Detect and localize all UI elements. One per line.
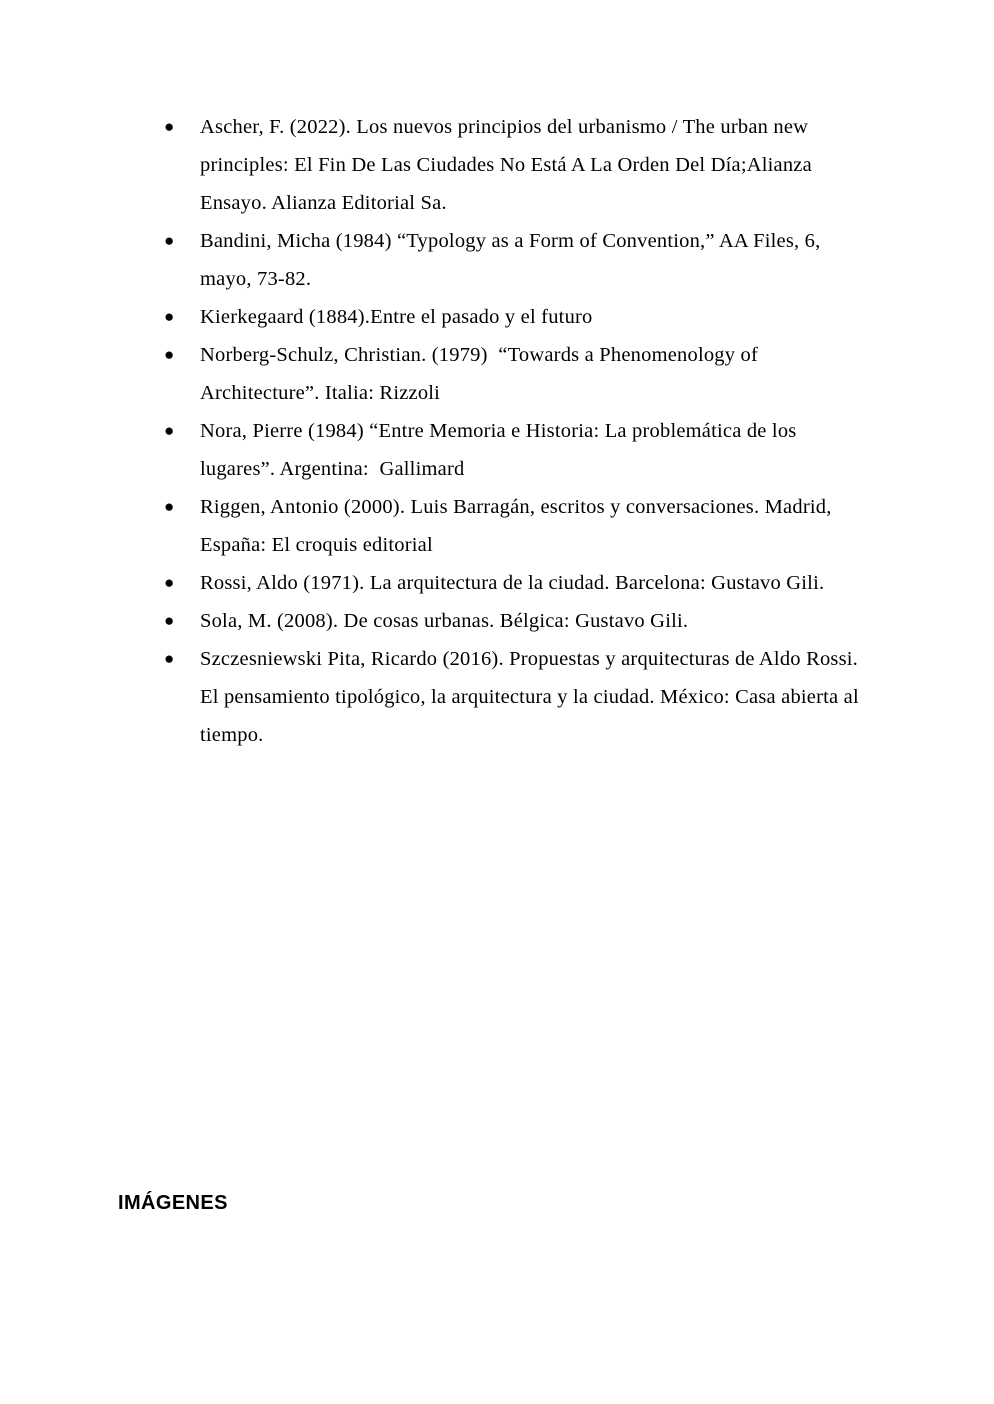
bibliography-entry: [160, 602, 866, 640]
bibliography-entry: [160, 564, 866, 602]
bullet-icon: ●: [164, 307, 175, 326]
bullet-icon: ●: [164, 611, 175, 630]
bullet-icon: ●: [164, 497, 175, 516]
bibliography-entry-text: Norberg-Schulz, Christian. (1979) “Towards a Phenomenology of Architecture”. Italia: Rizzoli: [200, 344, 763, 404]
bibliography-entry-text: Riggen, Antonio (2000). Luis Barragán, escritos y conversaciones. Madrid, España: El croquis editorial: [200, 496, 837, 556]
bullet-icon: ●: [164, 421, 175, 440]
bibliography-entry-text: Rossi, Aldo (1971). La arquitectura de la ciudad. Barcelona: Gustavo Gili.: [200, 572, 825, 594]
bullet-icon: ●: [164, 573, 175, 592]
bibliography-entry-text: Bandini, Micha (1984) “Typology as a Form of Convention,” AA Files, 6, mayo, 73-82.: [200, 230, 826, 290]
bibliography-entry: [160, 298, 866, 336]
bibliography-entry: [160, 336, 866, 412]
bibliography-entry-text: Szczesniewski Pita, Ricardo (2016). Propuestas y arquitecturas de Aldo Rossi. El pensamiento tipológico, la arquitectura y la ciudad. México: Casa abierta al tiempo.: [200, 648, 865, 746]
bibliography-entry: [160, 412, 866, 488]
bullet-icon: ●: [164, 231, 175, 250]
section-heading-imagenes: IMÁGENES: [118, 1192, 228, 1214]
bullet-icon: ●: [164, 117, 175, 136]
bibliography-entry-text: Ascher, F. (2022). Los nuevos principios del urbanismo / The urban new principles: El Fin De Las Ciudades No Está A La Orden Del Día;Alianza Ensayo. Alianza Editorial Sa.: [200, 116, 818, 214]
bullet-icon: ●: [164, 345, 175, 364]
bibliography-entry: [160, 222, 866, 298]
bibliography-entry: [160, 640, 866, 754]
bullet-icon: ●: [164, 649, 175, 668]
bibliography-entry-text: Sola, M. (2008). De cosas urbanas. Bélgica: Gustavo Gili.: [200, 610, 689, 632]
bibliography-entry: [160, 108, 866, 222]
bibliography-entry: [160, 488, 866, 564]
bibliography-entry-text: Nora, Pierre (1984) “Entre Memoria e Historia: La problemática de los lugares”. Argentina: Gallimard: [200, 420, 802, 480]
bibliography-list: [160, 108, 866, 754]
bibliography-entry-text: Kierkegaard (1884).Entre el pasado y el futuro: [200, 306, 593, 328]
